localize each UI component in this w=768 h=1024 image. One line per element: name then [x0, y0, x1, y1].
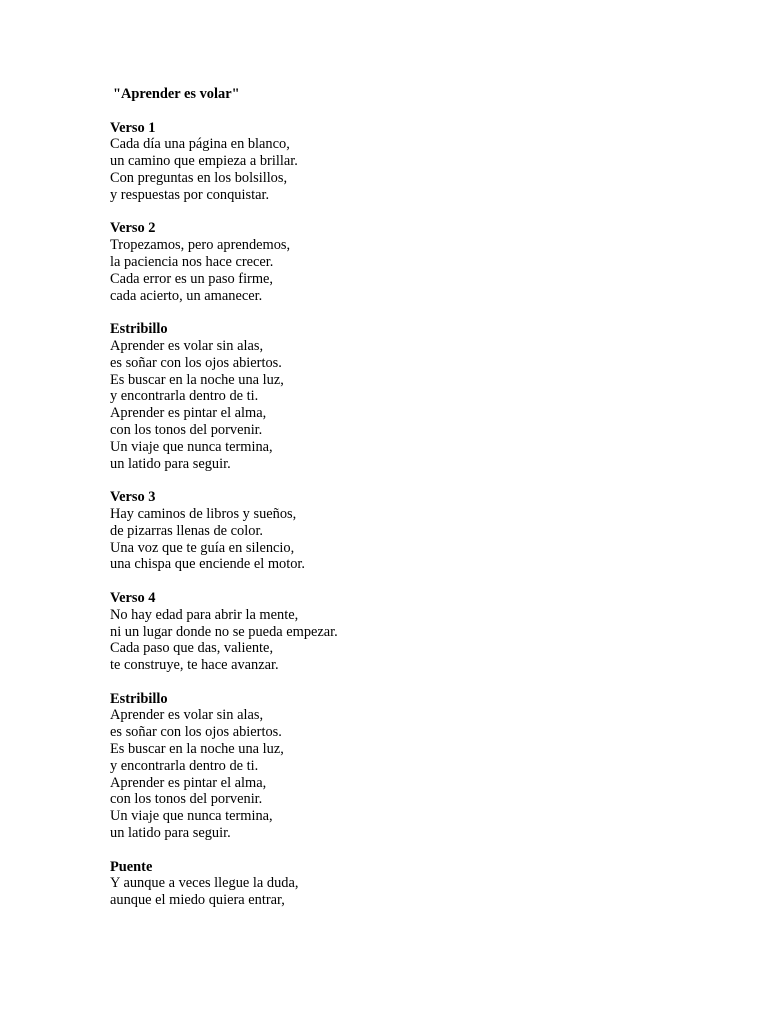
lyric-line: con los tonos del porvenir.	[110, 791, 263, 808]
song-section	[110, 859, 730, 909]
lyric-line: un camino que empieza a brillar.	[110, 153, 298, 170]
lyric-line: la paciencia nos hace crecer.	[110, 253, 274, 270]
lyric-line: Un viaje que nunca termina,	[110, 438, 273, 455]
lyric-line: con los tonos del porvenir.	[110, 421, 263, 438]
lyric-line: Hay caminos de libros y sueños,	[110, 505, 297, 522]
lyric-line: Es buscar en la noche una luz,	[110, 371, 284, 388]
section-heading: Verso 2	[110, 220, 156, 237]
lyric-line: Con preguntas en los bolsillos,	[110, 169, 288, 186]
song-section	[110, 321, 730, 472]
lyric-line: Aprender es volar sin alas,	[110, 707, 264, 724]
lyric-line: un latido para seguir.	[110, 825, 231, 842]
lyric-line: Un viaje que nunca termina,	[110, 808, 273, 825]
document-body	[110, 86, 730, 926]
lyric-line: de pizarras llenas de color.	[110, 522, 264, 539]
lyric-line: Una voz que te guía en silencio,	[110, 539, 295, 556]
lyric-line: Tropezamos, pero aprendemos,	[110, 237, 291, 254]
lyric-line: Aprender es pintar el alma,	[110, 405, 267, 422]
section-heading: Puente	[110, 858, 153, 875]
lyric-line: es soñar con los ojos abiertos.	[110, 354, 282, 371]
lyric-line: y encontrarla dentro de ti.	[110, 388, 259, 405]
lyric-line: Aprender es volar sin alas,	[110, 337, 264, 354]
song-title: "Aprender es volar"	[113, 86, 240, 102]
song-sections	[110, 120, 730, 909]
section-heading: Estribillo	[110, 321, 168, 338]
section-heading: Verso 1	[110, 119, 156, 136]
lyric-line: es soñar con los ojos abiertos.	[110, 724, 282, 741]
song-section	[110, 691, 730, 842]
song-section	[110, 590, 730, 674]
song-section	[110, 489, 730, 573]
lyric-line: Cada error es un paso firme,	[110, 270, 274, 287]
lyric-line: una chispa que enciende el motor.	[110, 556, 306, 573]
lyric-line: No hay edad para abrir la mente,	[110, 606, 299, 623]
lyric-line: Aprender es pintar el alma,	[110, 774, 267, 791]
section-heading: Verso 3	[110, 489, 156, 506]
song-section	[110, 120, 730, 204]
lyric-line: cada acierto, un amanecer.	[110, 287, 263, 304]
lyric-line: Y aunque a veces llegue la duda,	[110, 875, 299, 892]
section-heading: Verso 4	[110, 589, 156, 606]
lyric-line: ni un lugar donde no se pueda empezar.	[110, 623, 338, 640]
lyric-line: Cada día una página en blanco,	[110, 136, 290, 153]
lyric-line: un latido para seguir.	[110, 455, 231, 472]
song-section	[110, 220, 730, 304]
lyric-line: y respuestas por conquistar.	[110, 186, 270, 203]
lyric-line: y encontrarla dentro de ti.	[110, 757, 259, 774]
lyric-line: Es buscar en la noche una luz,	[110, 741, 284, 758]
lyric-line: te construye, te hace avanzar.	[110, 657, 279, 674]
lyric-line: aunque el miedo quiera entrar,	[110, 892, 285, 909]
section-heading: Estribillo	[110, 690, 168, 707]
lyric-line: Cada paso que das, valiente,	[110, 640, 274, 657]
